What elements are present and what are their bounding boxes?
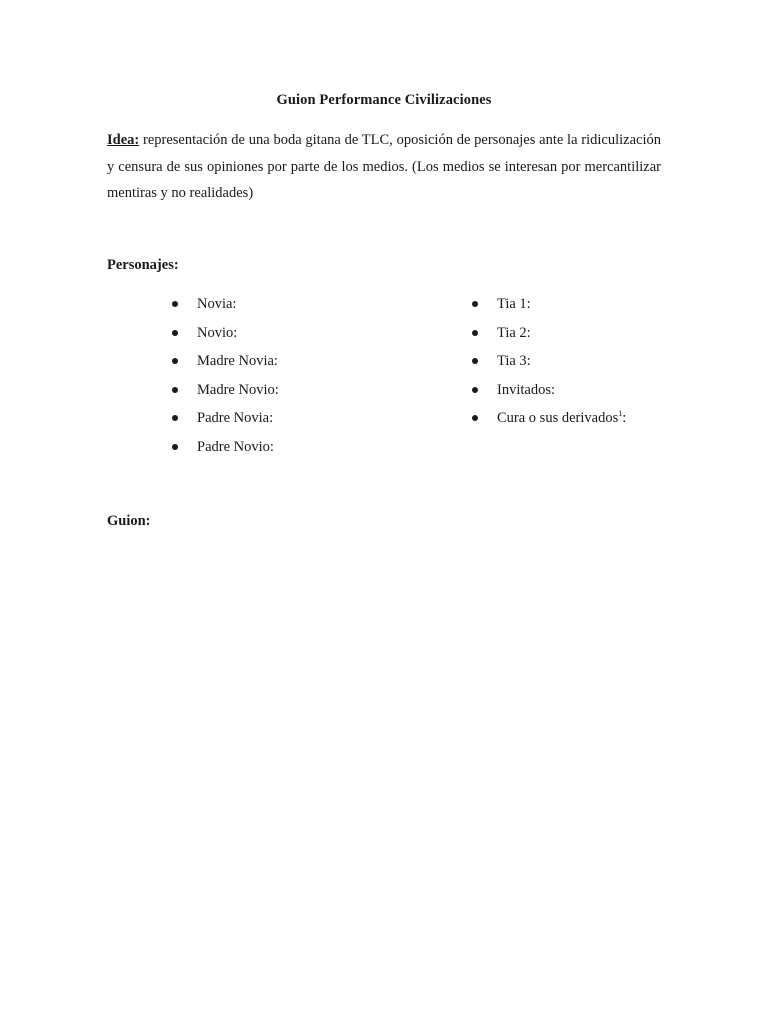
- list-item: Invitados:: [470, 380, 626, 409]
- bullet-icon: [472, 330, 478, 336]
- list-item: Madre Novio:: [170, 380, 279, 409]
- footnote-mark[interactable]: 1: [618, 409, 623, 419]
- list-item: Tia 3:: [470, 351, 626, 380]
- bullet-icon: [172, 330, 178, 336]
- personajes-list-right: [470, 294, 626, 437]
- list-item: Novio:: [170, 323, 279, 352]
- bullet-icon: [472, 415, 478, 421]
- list-item: Padre Novia:: [170, 408, 279, 437]
- list-item: Tia 2:: [470, 323, 626, 352]
- personajes-list-left: [170, 294, 279, 466]
- bullet-icon: [172, 358, 178, 364]
- document-title: Guion Performance Civilizaciones: [276, 92, 492, 108]
- list-item: Madre Novia:: [170, 351, 279, 380]
- bullet-icon: [172, 415, 178, 421]
- personajes-heading: Personajes:: [107, 257, 179, 273]
- bullet-icon: [472, 301, 478, 307]
- bullet-icon: [472, 358, 478, 364]
- bullet-icon: [172, 387, 178, 393]
- idea-label: Idea:: [107, 132, 140, 148]
- bullet-icon: [172, 301, 178, 307]
- list-item: Tia 1:: [470, 294, 626, 323]
- idea-text: representación de una boda gitana de TLC, oposición de personajes ante la ridiculización y censura de sus opiniones por parte de los medios. (Los medios se interesan por mercantilizar mentiras y no realidades): [107, 132, 661, 201]
- list-item: Cura o sus derivados$^1$:: [470, 408, 626, 437]
- idea-paragraph: [107, 127, 661, 207]
- guion-heading: Guion:: [107, 513, 151, 529]
- bullet-icon: [172, 444, 178, 450]
- list-item: Padre Novio:: [170, 437, 279, 466]
- bullet-icon: [472, 387, 478, 393]
- list-item: Novia:: [170, 294, 279, 323]
